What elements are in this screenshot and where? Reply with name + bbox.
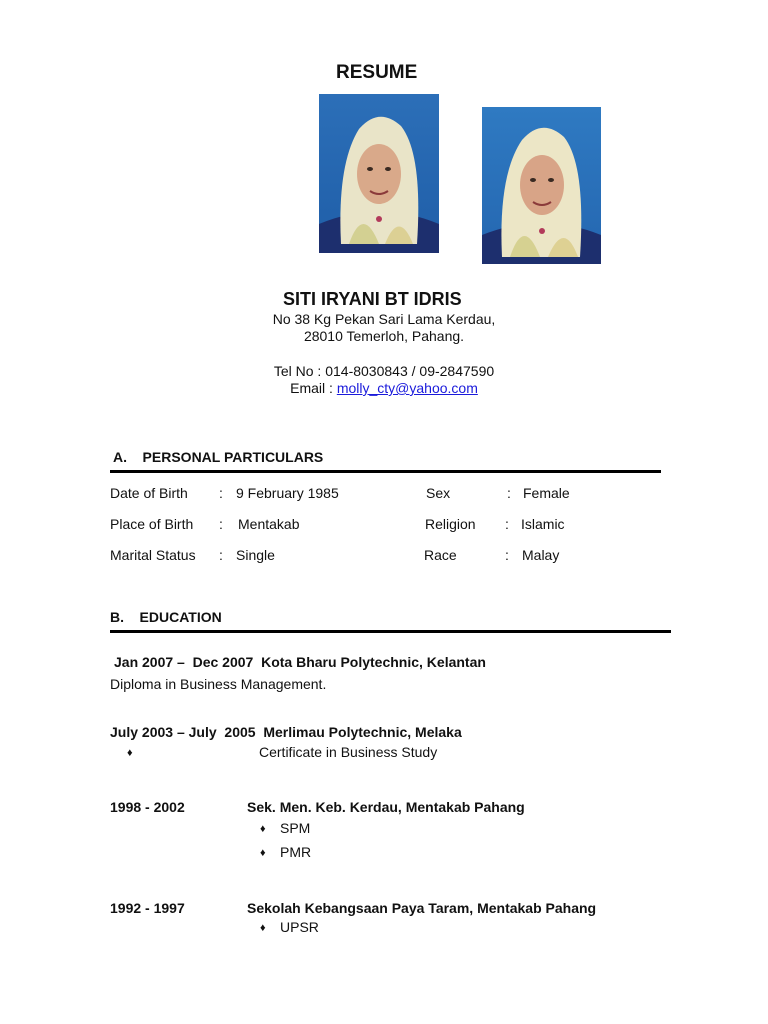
resume-title: RESUME (336, 62, 418, 83)
marital-label: Marital Status (110, 547, 196, 563)
edu-entry-1-title: Jan 2007 – Dec 2007 Kota Bharu Polytechnic, Kelantan (114, 654, 486, 670)
edu-entry-2-item: Certificate in Business Study (259, 744, 438, 760)
race-value: Malay (522, 547, 560, 563)
bullet-diamond-icon: ♦ (260, 922, 266, 934)
email-line (0, 380, 768, 396)
bullet-diamond-icon: ♦ (260, 823, 266, 835)
bullet-diamond-icon: ♦ (127, 747, 133, 759)
edu-entry-3-item: SPM (280, 820, 311, 836)
race-label: Race (424, 547, 457, 563)
marital-sep: : (219, 547, 223, 563)
edu-entry-4-item: UPSR (280, 919, 319, 935)
pob-label: Place of Birth (110, 516, 194, 532)
edu-entry-3-school: Sek. Men. Keb. Kerdau, Mentakab Pahang (247, 799, 525, 815)
section-divider (110, 630, 671, 633)
edu-entry-3-years: 1998 - 2002 (110, 799, 185, 815)
section-personal-heading: A. PERSONAL PARTICULARS (113, 449, 324, 465)
edu-entry-2-title: July 2003 – July 2005 Merlimau Polytechnic, Melaka (110, 724, 462, 740)
portrait-photo-1 (319, 94, 439, 253)
address-line-2: 28010 Temerloh, Pahang. (303, 328, 465, 344)
telephone: Tel No : 014-8030843 / 09-2847590 (273, 363, 495, 379)
sex-label: Sex (426, 485, 451, 501)
edu-entry-4-school: Sekolah Kebangsaan Paya Taram, Mentakab Pahang (247, 900, 597, 916)
edu-entry-3-item: PMR (280, 844, 312, 860)
sex-sep: : (507, 485, 511, 501)
religion-label: Religion (425, 516, 476, 532)
section-education-heading: B. EDUCATION (110, 609, 222, 625)
marital-value: Single (236, 547, 275, 563)
pob-sep: : (219, 516, 223, 532)
edu-entry-4-years: 1992 - 1997 (110, 900, 185, 916)
religion-value: Islamic (521, 516, 565, 532)
portrait-photo-2 (482, 107, 601, 264)
religion-sep: : (505, 516, 509, 532)
sex-value: Female (523, 485, 570, 501)
address-line-1: No 38 Kg Pekan Sari Lama Kerdau, (272, 311, 496, 327)
email-label: Email : (290, 380, 337, 396)
dob-sep: : (219, 485, 223, 501)
dob-label: Date of Birth (110, 485, 188, 501)
bullet-diamond-icon: ♦ (260, 847, 266, 859)
email-link[interactable]: molly_cty@yahoo.com (336, 380, 478, 396)
candidate-name: SITI IRYANI BT IDRIS (283, 289, 462, 309)
pob-value: Mentakab (238, 516, 300, 532)
section-divider (110, 470, 661, 473)
race-sep: : (505, 547, 509, 563)
edu-entry-1-detail: Diploma in Business Management. (110, 676, 327, 692)
dob-value: 9 February 1985 (236, 485, 339, 501)
